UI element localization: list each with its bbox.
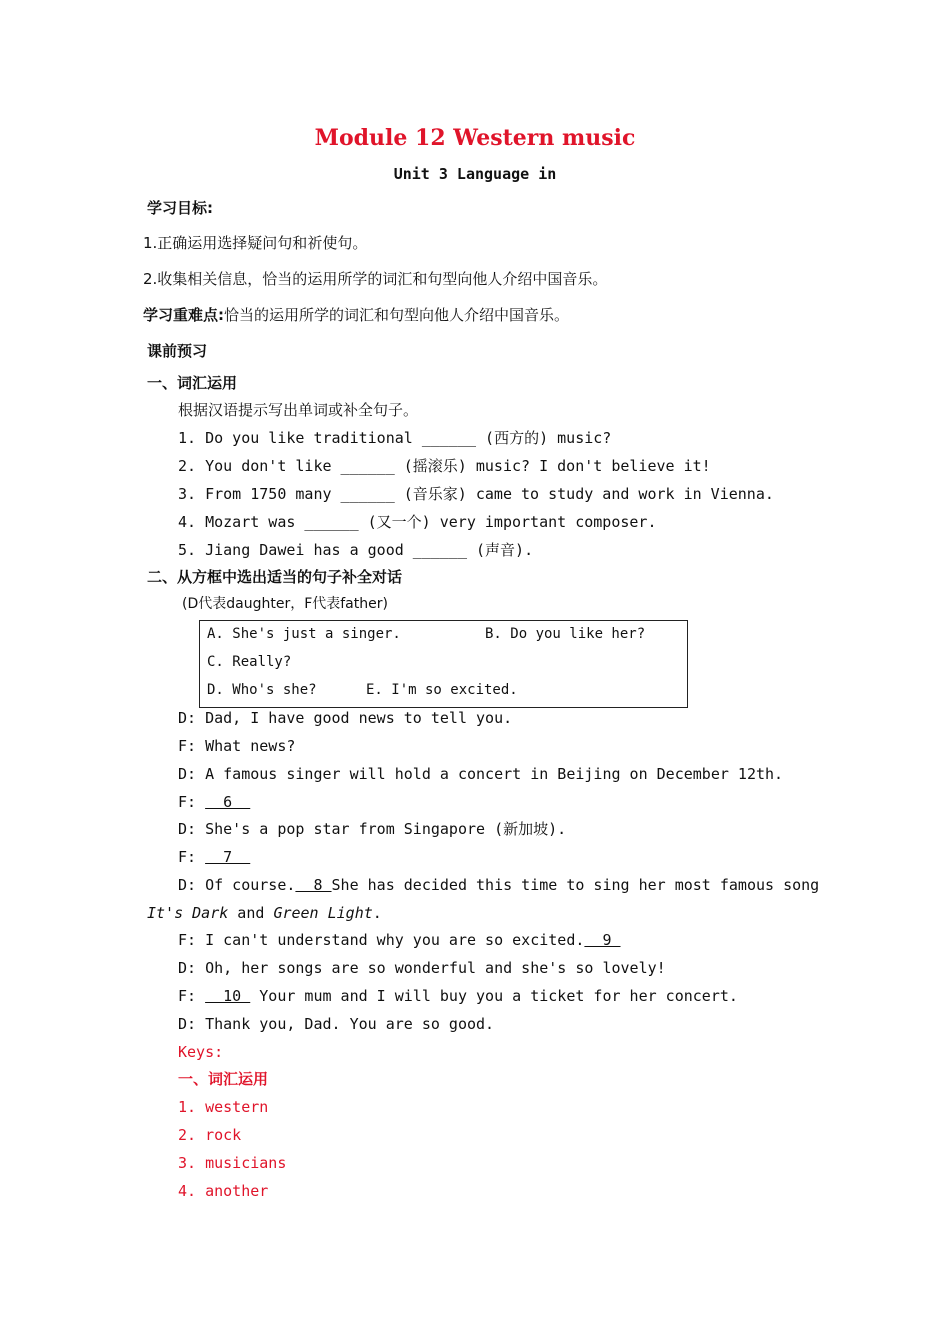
song-title-2: Green Light [273, 904, 373, 922]
key-point-text: 恰当的运用所学的词汇和句型向他人介绍中国音乐。 [224, 306, 570, 324]
page-subtitle: Unit 3 Language in [393, 165, 557, 183]
dialogue-line-3: D: A famous singer will hold a concert in Beijing on December 12th. [178, 765, 784, 783]
option-d: D. Who's she? [207, 682, 317, 698]
objective-1: 1.正确运用选择疑问句和祈使句。 [143, 234, 368, 252]
vocab-item-2: 2. You don't like ______ (摇滚乐) music? I don't believe it! [178, 457, 711, 475]
blank-6: 6 [205, 793, 251, 811]
page-title: Module 12 Western music [314, 125, 636, 151]
dialogue-line-10 [178, 986, 738, 1006]
keys-label: Keys: [178, 1043, 224, 1061]
answer-1: 1. western [178, 1098, 269, 1116]
and-text: and [228, 904, 274, 922]
preview-heading: 课前预习 [147, 342, 208, 360]
dialogue-line-6 [178, 847, 250, 867]
speaker-label: F: [178, 987, 206, 1005]
options-box [199, 620, 688, 708]
option-c: C. Really? [207, 654, 292, 670]
blank-7: 7 [205, 848, 251, 866]
song-title-1: It's Dark [147, 904, 229, 922]
answer-2: 2. rock [178, 1126, 242, 1144]
vocab-item-1: 1. Do you like traditional ______ (西方的) music? [178, 429, 612, 447]
dialogue-line-4 [178, 792, 250, 812]
speaker-label: F: [178, 848, 206, 866]
vocab-item-4: 4. Mozart was ______ (又一个) very important composer. [178, 513, 657, 531]
dialogue-line-1: D: Dad, I have good news to tell you. [178, 709, 513, 727]
dialogue-line-7-cont [147, 903, 382, 923]
option-b: B. Do you like her? [485, 626, 646, 642]
dialogue-line-7 [178, 875, 819, 895]
blank-8: 8 [295, 876, 332, 894]
key-point-label: 学习重难点: [143, 306, 224, 324]
period: . [372, 904, 382, 922]
dialogue-text: Your mum and I will buy you a ticket for her concert. [250, 987, 738, 1005]
dialogue-line-11: D: Thank you, Dad. You are so good. [178, 1015, 495, 1033]
blank-9: 9 [584, 931, 621, 949]
answer-3: 3. musicians [178, 1154, 287, 1172]
dialogue-text: F: I can't understand why you are so excited. [178, 931, 585, 949]
part1-heading: 一、词汇运用 [147, 374, 238, 392]
option-e: E. I'm so excited. [366, 682, 518, 698]
answer-4: 4. another [178, 1182, 269, 1200]
dialogue-line-2: F: What news? [178, 737, 296, 755]
dialogue-line-5: D: She's a pop star from Singapore (新加坡). [178, 820, 567, 838]
dialogue-line-8 [178, 930, 621, 950]
part2-heading: 二、从方框中选出适当的句子补全对话 [147, 568, 403, 586]
option-a: A. She's just a singer. [207, 626, 401, 642]
dialogue-text: She has decided this time to sing her most famous song [331, 876, 820, 894]
part2-note: (D代表daughter，F代表father) [182, 596, 388, 612]
dialogue-line-9: D: Oh, her songs are so wonderful and she's so lovely! [178, 959, 666, 977]
speaker-label: F: [178, 793, 206, 811]
dialogue-text: D: Of course. [178, 876, 296, 894]
part1-instruction: 根据汉语提示写出单词或补全句子。 [178, 401, 419, 419]
objective-2: 2.收集相关信息，恰当的运用所学的词汇和句型向他人介绍中国音乐。 [143, 270, 608, 288]
objectives-heading: 学习目标: [147, 199, 213, 217]
blank-10: 10 [205, 987, 251, 1005]
vocab-item-3: 3. From 1750 many ______ (音乐家) came to study and work in Vienna. [178, 485, 774, 503]
key-point [143, 305, 569, 325]
keys-heading: 一、词汇运用 [178, 1070, 269, 1088]
vocab-item-5: 5. Jiang Dawei has a good ______ (声音). [178, 541, 534, 559]
